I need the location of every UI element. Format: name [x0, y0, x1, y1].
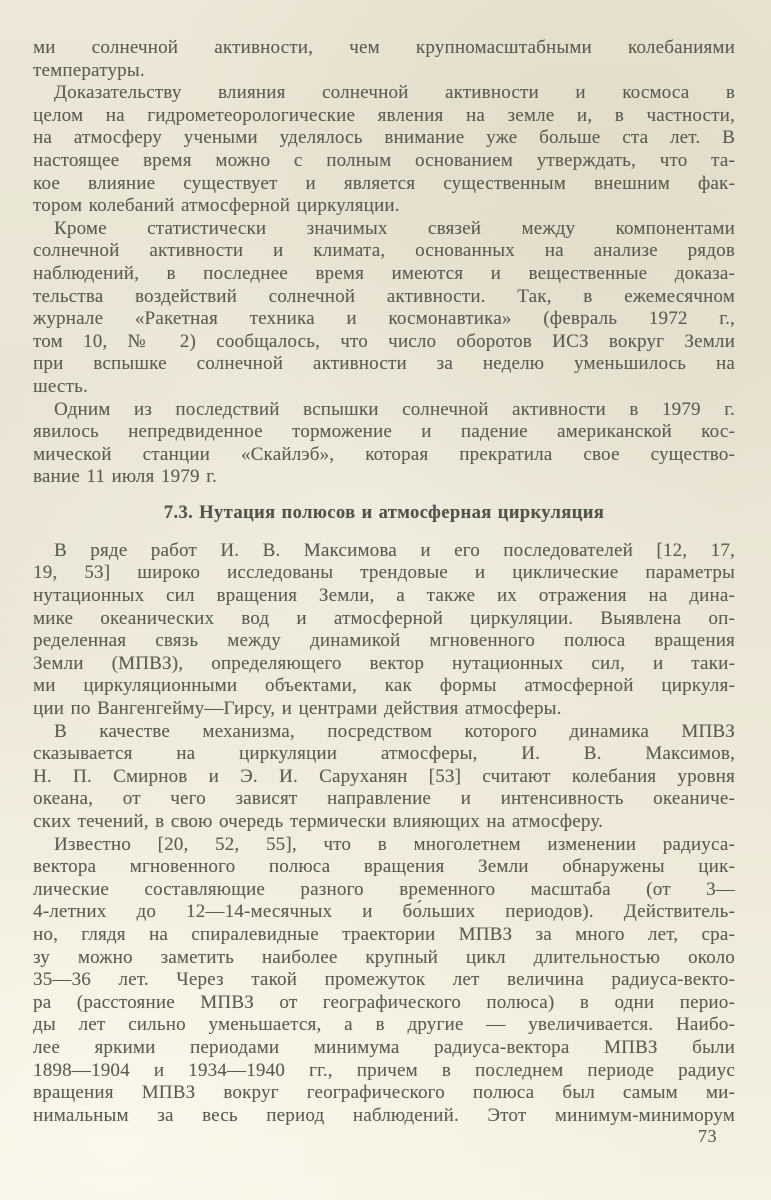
text-line: явилось непредвиденное торможение и падение американской кос-: [33, 421, 735, 443]
text-line: мике океанических вод и атмосферной циркуляции. Выявлена оп-: [33, 607, 735, 629]
text-line: том 10, № 2) сообщалось, что число оборотов ИСЗ вокруг Земли: [33, 330, 735, 352]
text-line: мической станции «Скайлэб», которая прекратила свое существо-: [33, 443, 735, 465]
paragraph: [33, 37, 735, 82]
text-line: океана, от чего зависят направление и интенсивность океаниче-: [33, 788, 735, 810]
text-line: Кроме статистически значимых связей между компонентами: [54, 217, 735, 239]
text-line: вание 11 июля 1979 г.: [33, 466, 217, 488]
paragraph: [33, 834, 735, 1128]
text-line: ми солнечной активности, чем крупномасштабными колебаниями: [33, 37, 735, 58]
text-line: наблюдений, в последнее время имеются и вещественные доказа-: [33, 262, 735, 284]
text-line: ми циркуляционными объектами, как формы атмосферной циркуля-: [33, 675, 735, 697]
text-line: тором колебаний атмосферной циркуляции.: [33, 195, 400, 217]
text-line: ды лет сильно уменьшается, а в другие — увеличивается. Наибо-: [33, 1014, 735, 1036]
text-line: ских течений, в свою очередь термически влияющих на атмосферу.: [33, 811, 604, 832]
text-line: 1898—1904 и 1934—1940 гг., причем в последнем периоде радиус: [33, 1059, 735, 1081]
text-line: температуры.: [33, 59, 145, 81]
paragraph: [33, 218, 735, 399]
text-line: нимальным за весь период наблюдений. Этот минимум-миниморум: [33, 1104, 735, 1126]
text-line: журнале «Ракетная техника и космонавтика» (февраль 1972 г.,: [33, 308, 735, 330]
page-content: [33, 37, 735, 1127]
text-line: зу можно заметить наиболее крупный цикл длительностью около: [33, 946, 735, 968]
text-line: лее яркими периодами минимума радиуса-вектора МПВЗ были: [33, 1036, 735, 1058]
text-line: В качестве механизма, посредством которого динамика МПВЗ: [54, 720, 735, 742]
text-line: Одним из последствий вспышки солнечной активности в 1979 г.: [54, 398, 735, 420]
text-line: солнечной активности и климата, основанных на анализе рядов: [33, 240, 735, 262]
text-line: шесть.: [33, 375, 88, 397]
text-line: целом на гидрометеорологические явления на земле и, в частности,: [33, 104, 735, 126]
text-line: при вспышке солнечной активности за неделю уменьшилось на: [33, 353, 735, 375]
text-line: ции по Вангенгейму—Гирсу, и центрами действия атмосферы.: [33, 698, 562, 720]
text-line: тельства воздействий солнечной активности. Так, в ежемесячном: [33, 285, 735, 307]
text-line: кое влияние существует и является существенным внешним фак-: [33, 172, 735, 194]
paragraph: [33, 540, 735, 721]
section-heading: 7.3. Нутация полюсов и атмосферная циркуляция: [163, 502, 605, 523]
paragraph: [33, 82, 735, 218]
text-line: 19, 53] широко исследованы трендовые и циклические параметры: [33, 562, 735, 584]
text-line: сказывается на циркуляции атмосферы, И. В. Максимов,: [33, 743, 735, 765]
text-line: ра (расстояние МПВЗ от географического полюса) в одни перио-: [33, 991, 735, 1013]
page-number: 73: [698, 1126, 717, 1146]
text-line: 4-летних до 12—14-месячных и бо́льших периодов). Действитель-: [33, 901, 735, 923]
text-line: ределенная связь между динамикой мгновенного полюса вращения: [33, 630, 735, 652]
text-line: вращения МПВЗ вокруг географического полюса был самым ми-: [33, 1082, 735, 1104]
text-line: на атмосферу учеными уделялось внимание уже больше ста лет. В: [33, 127, 735, 149]
paragraph: [33, 399, 735, 489]
text-line: 35—36 лет. Через такой промежуток лет величина радиуса-векто-: [33, 969, 735, 991]
text-line: но, глядя на спиралевидные траектории МПВЗ за много лет, сра-: [33, 923, 735, 945]
text-line: Земли (МПВЗ), определяющего вектор нутационных сил, и таки-: [33, 652, 735, 674]
paragraph: [33, 721, 735, 834]
text-line: вектора мгновенного полюса вращения Земли обнаружены цик-: [33, 856, 735, 878]
text-line: лические составляющие разного временного масштаба (от 3—: [33, 878, 735, 900]
text-line: Известно [20, 52, 55], что в многолетнем изменении радиуса-: [54, 833, 735, 855]
text-line: настоящее время можно с полным основанием утверждать, что та-: [33, 149, 735, 171]
text-line: Н. П. Смирнов и Э. И. Саруханян [53] считают колебания уровня: [33, 765, 735, 787]
text-line: нутационных сил вращения Земли, а также их отражения на дина-: [33, 585, 735, 607]
text-line: Доказательству влияния солнечной активности и космоса в: [54, 82, 735, 104]
text-line: В ряде работ И. В. Максимова и его последователей [12, 17,: [54, 539, 735, 561]
